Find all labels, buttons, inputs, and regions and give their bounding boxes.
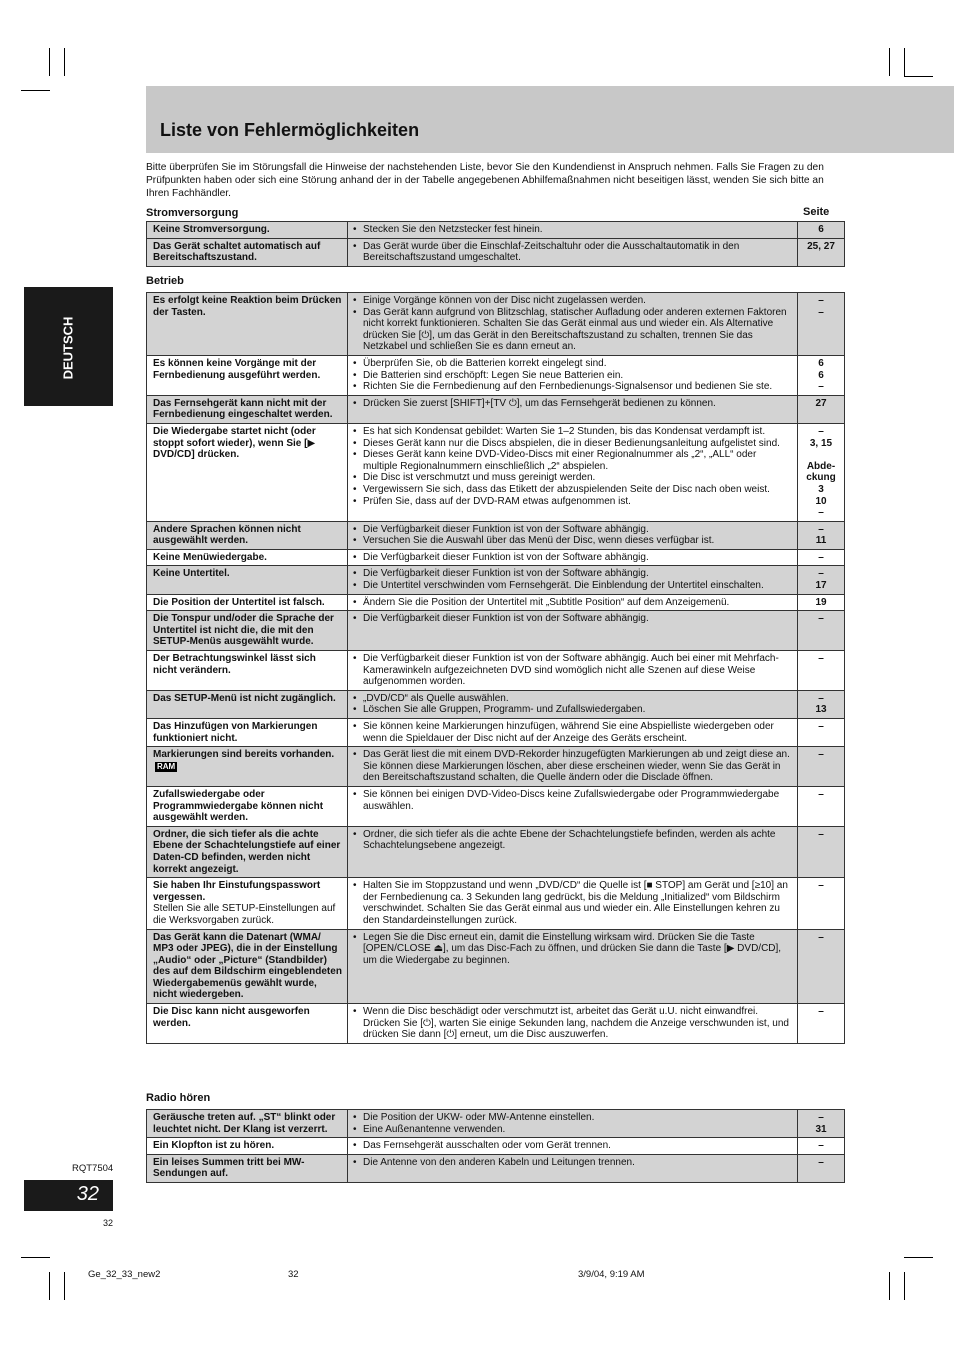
page-ref: – [818, 828, 824, 840]
crop-mark [64, 48, 65, 76]
table-row [147, 929, 845, 1004]
problem-text: Die Disc kann nicht ausgeworfen werden. [153, 1006, 310, 1029]
table-row [147, 826, 845, 877]
problem-cell [147, 549, 348, 566]
solution-item: • Richten Sie die Fernbedienung auf den Fernbedienungs-Signalsensor und bedienen Sie ste. [352, 381, 792, 393]
solution-list [352, 241, 792, 264]
crop-mark [21, 90, 50, 91]
solution-cell [348, 786, 798, 826]
footer-filename: Ge_32_33_new2 [88, 1269, 161, 1280]
crop-mark [904, 1272, 905, 1300]
page-number-small: 32 [103, 1218, 114, 1228]
problem-cell [147, 423, 348, 521]
solution-item: • Das Gerät kann aufgrund von Blitzschlag, statischer Aufladung oder anderen externen Faktoren nicht korrekt funktionieren. Schalten Sie das Gerät einmal aus und wieder ein. Als Alternative drücken Sie [⏻], um das Gerät in den Bereitschaftszustand zu schalten, trennen Sie das Netzkabel und schließen Sie es dann erneut an. [352, 307, 792, 353]
page-ref-cell [798, 395, 845, 423]
problem-text: Die Tonspur und/oder die Sprache der Untertitel ist nicht die, die mit den SETUP-Menüs ausgewählt wurde. [153, 613, 334, 648]
page-ref-cell [798, 423, 845, 521]
problem-text: Die Position der Untertitel ist falsch. [153, 596, 325, 608]
solution-item: • Die Antenne von den anderen Kabeln und Leitungen trennen. [352, 1157, 792, 1169]
page-ref: 25, 27 [807, 240, 835, 252]
problem-text: Das Hinzufügen von Markierungen funktioniert nicht. [153, 721, 318, 744]
page-ref: – [818, 749, 824, 761]
problem-cell [147, 826, 348, 877]
problem-text: Keine Stromversorgung. [153, 224, 270, 235]
table-row [147, 293, 845, 356]
crop-mark [49, 48, 50, 76]
solution-list [352, 721, 792, 744]
solution-item: • Das Gerät liest die mit einem DVD-Rekorder hinzugefügten Markierungen ab und zeigt diese an. Sie können diese Markierungen löschen, aber diese erscheinen wieder, wenn Sie das Gerät in den Bereitschaftszustand schalten, die Quelle ändern oder die Disclade öffnen. [352, 749, 792, 784]
model-number: RQT7504 [72, 1163, 114, 1174]
problem-cell [147, 690, 348, 718]
solution-item: • Einige Vorgänge können von der Disc nicht zugelassen werden. [352, 295, 792, 307]
solution-item: • Eine Außenantenne verwenden. [352, 1124, 792, 1136]
table-row [147, 611, 845, 651]
language-tab-label: DEUTSCH [60, 316, 76, 380]
solution-cell [348, 594, 798, 611]
solution-item: • Drücken Sie zuerst [SHIFT]+[TV ⏻], um das Fernsehgerät bedienen zu können. [352, 398, 792, 410]
solution-list [352, 789, 792, 812]
page-ref: – [818, 1006, 824, 1018]
solution-list [352, 552, 792, 564]
page-ref-cell [798, 293, 845, 356]
table-row [147, 1154, 845, 1182]
solution-item: • Stecken Sie den Netzstecker fest hinein. [352, 224, 792, 236]
problem-cell [147, 747, 348, 787]
problem-cell [147, 566, 348, 594]
solution-cell [348, 238, 798, 266]
page-ref: – [818, 306, 824, 318]
solution-cell [348, 566, 798, 594]
solution-item: • Das Gerät wurde über die Einschlaf-Zeitschaltuhr oder die Ausschaltautomatik in den Bereitschaftszustand umgeschaltet. [352, 241, 792, 264]
page-ref-cell [798, 355, 845, 395]
problem-cell [147, 238, 348, 266]
page-ref: – [818, 788, 824, 800]
solution-item: • Die Untertitel verschwinden vom Fernsehgerät. Die Einblendung der Untertitel einschalten. [352, 580, 792, 592]
solution-cell [348, 222, 798, 239]
table-row [147, 651, 845, 691]
solution-cell [348, 719, 798, 747]
problem-cell [147, 929, 348, 1004]
page-ref-cell [798, 594, 845, 611]
crop-mark [21, 1257, 50, 1258]
solution-item: • „DVD/CD“ als Quelle auswählen. [352, 693, 792, 705]
power-table [146, 221, 845, 267]
problem-cell [147, 521, 348, 549]
problem-text: Das SETUP-Menü ist nicht zugänglich. [153, 692, 336, 704]
solution-list [352, 1140, 792, 1152]
solution-item: • Wenn die Disc beschädigt oder verschmutzt ist, arbeitet das Gerät u.U. nicht einwandfrei. Drücken Sie [⏻], warten Sie einige Sekunden lang, nachdem die Anzeige verschwunden ist, und drücken Sie dann [⏻] erneut, um die Disc auszuwerfen. [352, 1006, 792, 1041]
solution-cell [348, 1154, 798, 1182]
table-row [147, 238, 845, 266]
section-title-operation: Betrieb [146, 275, 184, 287]
page-ref: 3, 15 [809, 437, 833, 449]
problem-text: Keine Menüwiedergabe. [153, 551, 267, 563]
page-ref: – [818, 425, 824, 437]
problem-cell [147, 878, 348, 929]
page-ref-cell [798, 521, 845, 549]
page-ref-cell [798, 929, 845, 1004]
problem-cell [147, 395, 348, 423]
page-ref: – [818, 653, 824, 665]
page-ref: – [818, 507, 824, 519]
page-ref-cell [798, 222, 845, 239]
page-ref: 6 [818, 224, 824, 235]
table-row [147, 355, 845, 395]
table-row [147, 549, 845, 566]
solution-list [352, 597, 792, 609]
solution-cell [348, 611, 798, 651]
solution-cell [348, 747, 798, 787]
table-row [147, 786, 845, 826]
problem-cell [147, 1004, 348, 1044]
problem-text: Geräusche treten auf. „ST“ blinkt oder leuchtet nicht. Der Klang ist verzerrt. [153, 1112, 336, 1135]
intro-paragraph: Bitte überprüfen Sie im Störungsfall die Hinweise der nachstehenden Liste, bevor Sie den Kundendienst in Anspruch nehmen. Falls Sie Fragen zu den Prüfpunkten haben oder sich eine Störung anhand der in der Tabelle angegebenen Abhilfemaßnahmen nicht beseitigen lässt, wenden Sie sich bitte an Ihren Fachhändler. [146, 162, 824, 199]
page-ref: Abde- [806, 460, 836, 472]
page-ref-cell [798, 566, 845, 594]
problem-cell [147, 611, 348, 651]
page-ref-cell [798, 1154, 845, 1182]
page-ref [800, 449, 842, 461]
page-ref: 27 [815, 397, 827, 409]
problem-cell [147, 1154, 348, 1182]
ram-badge: RAM [157, 761, 176, 771]
table-row [147, 594, 845, 611]
solution-list [352, 398, 792, 410]
solution-cell [348, 423, 798, 521]
page-ref: 3 [818, 483, 824, 495]
table-row [147, 566, 845, 594]
solution-item: • Das Fernsehgerät ausschalten oder vom Gerät trennen. [352, 1140, 792, 1152]
crop-mark [49, 1272, 50, 1300]
solution-item: • Dieses Gerät kann nur die Discs abspielen, die in dieser Bedienungsanleitung aufgelistet sind. [352, 438, 792, 450]
table-row [147, 747, 845, 787]
problem-cell [147, 651, 348, 691]
solution-item: • Überprüfen Sie, ob die Batterien korrekt eingelegt sind. [352, 358, 792, 370]
solution-cell [348, 293, 798, 356]
page-ref: – [818, 613, 824, 625]
solution-list [352, 613, 792, 625]
solution-item: • Die Verfügbarkeit dieser Funktion ist von der Software abhängig. [352, 552, 792, 564]
table-row [147, 222, 845, 239]
solution-cell [348, 929, 798, 1004]
page-ref-cell [798, 1138, 845, 1155]
solution-list [352, 295, 792, 353]
solution-cell [348, 395, 798, 423]
problem-cell [147, 355, 348, 395]
solution-list [352, 1006, 792, 1041]
solution-item: • Vergewissern Sie sich, dass das Etikett der abzuspielenden Seite der Disc nach oben weist. [352, 484, 792, 496]
solution-item: • Legen Sie die Disc erneut ein, damit die Einstellung wirksam wird. Drücken Sie die Taste [OPEN/CLOSE ⏏], um das Disc-Fach zu öffnen, und drücken Sie dann die Taste [▶ DVD/CD], um die Wiedergabe zu beginnen. [352, 932, 792, 967]
page-ref-cell [798, 238, 845, 266]
solution-cell [348, 878, 798, 929]
page-ref: – [818, 568, 824, 580]
solution-item: • Sie können bei einigen DVD-Video-Discs keine Zufallswiedergabe oder Programmwiedergabe auswählen. [352, 789, 792, 812]
table-row [147, 719, 845, 747]
problem-text: Zufallswiedergabe oder Programmwiedergabe können nicht ausgewählt werden. [153, 788, 324, 824]
problem-note: Stellen Sie alle SETUP-Einstellungen auf die Werksvorgaben zurück. [153, 903, 336, 926]
page-ref: ckung [806, 472, 836, 484]
solution-item: • Die Verfügbarkeit dieser Funktion ist von der Software abhängig. [352, 568, 792, 580]
crop-mark [904, 48, 905, 76]
problem-text: Keine Untertitel. [153, 568, 230, 580]
solution-list [352, 829, 792, 852]
problem-text: Ein leises Summen tritt bei MW-Sendungen auf. [153, 1156, 305, 1180]
solution-item: • Halten Sie im Stoppzustand und wenn „DVD/CD“ die Quelle ist [■ STOP] am Gerät und [≥10] an der Fernbedienung ca. 3 Sekunden lang gedrückt, bis die Meldung „Initialized“ vom Bildschirm verschwindet. Schalten Sie das Gerät einmal aus und wieder ein. Alle Einstellungen kehren zu den Standardeinstellungen zurück. [352, 880, 792, 926]
ref-column-header: Seite [803, 206, 830, 218]
solution-item: • Sie können keine Markierungen hinzufügen, während Sie eine Abspielliste wiedergeben oder wenn die Spieldauer der Disc nicht auf der Anzeige des Geräts erscheint. [352, 721, 792, 744]
solution-cell [348, 1110, 798, 1138]
page-ref-cell [798, 826, 845, 877]
solution-cell [348, 1138, 798, 1155]
solution-list [352, 568, 792, 591]
page-ref-cell [798, 878, 845, 929]
operation-table [146, 292, 845, 1044]
solution-item: • Es hat sich Kondensat gebildet: Warten Sie 1–2 Stunden, bis das Kondensat verdampft ist. [352, 426, 792, 438]
table-row [147, 423, 845, 521]
solution-list [352, 1112, 792, 1135]
solution-item: • Die Position der UKW- oder MW-Antenne einstellen. [352, 1112, 792, 1124]
page-ref: – [818, 523, 824, 535]
problem-cell [147, 786, 348, 826]
crop-mark [904, 76, 933, 77]
page-ref-cell [798, 747, 845, 787]
problem-text: Andere Sprachen können nicht ausgewählt werden. [153, 523, 301, 547]
page-ref: – [818, 381, 824, 393]
problem-cell [147, 719, 348, 747]
problem-cell [147, 1138, 348, 1155]
solution-cell [348, 1004, 798, 1044]
solution-list [352, 749, 792, 784]
solution-list [352, 524, 792, 547]
problem-text: Es erfolgt keine Reaktion beim Drücken der Tasten. [153, 295, 342, 318]
solution-cell [348, 355, 798, 395]
solution-item: • Ordner, die sich tiefer als die achte Ebene der Schachtelungstiefe befinden, werden als achte Schachtelungsebene angezeigt. [352, 829, 792, 852]
page-title: Liste von Fehlermöglichkeiten [160, 120, 420, 140]
table-row [147, 1004, 845, 1044]
table-row [147, 1110, 845, 1138]
page-ref-cell [798, 1004, 845, 1044]
radio-table [146, 1109, 845, 1183]
page-ref: – [818, 721, 824, 732]
page-ref: 13 [815, 704, 827, 716]
page-ref-cell [798, 549, 845, 566]
page-ref: – [818, 692, 824, 704]
footer-page: 32 [288, 1269, 299, 1280]
page-ref-cell [798, 719, 845, 747]
page-ref-cell [798, 786, 845, 826]
page-ref: 17 [815, 580, 827, 592]
section-title-power: Stromversorgung [146, 207, 239, 219]
problem-text: Das Gerät schaltet automatisch auf Bereitschaftszustand. [153, 240, 321, 264]
footer-date: 3/9/04, 9:19 AM [578, 1269, 645, 1280]
page-ref: 31 [815, 1123, 827, 1135]
page-ref: 6 [818, 369, 824, 381]
solution-item: • Die Verfügbarkeit dieser Funktion ist von der Software abhängig. Auch bei einer mit Mehrfach-Kamerawinkeln aufgezeichneten DVD sind womöglich nicht alle Szenen auf diese Weise aufgenommen worden. [352, 653, 792, 688]
solution-item: • Die Disc ist verschmutzt und muss gereinigt werden. [352, 472, 792, 484]
solution-item: • Die Verfügbarkeit dieser Funktion ist von der Software abhängig. [352, 613, 792, 625]
problem-text: Sie haben Ihr Einstufungspasswort vergessen. [153, 880, 321, 903]
solution-item: • Prüfen Sie, dass auf der DVD-RAM etwas aufgenommen ist. [352, 496, 792, 508]
page-ref: – [818, 1112, 824, 1123]
page-ref: – [818, 880, 824, 892]
crop-mark [904, 1257, 933, 1258]
solution-item: • Die Batterien sind erschöpft: Legen Sie neue Batterien ein. [352, 370, 792, 382]
solution-list [352, 426, 792, 507]
crop-mark [64, 1272, 65, 1300]
solution-item: • Löschen Sie alle Gruppen, Programm- und Zufallswiedergaben. [352, 704, 792, 716]
page-ref: – [818, 931, 824, 943]
page-number: 32 [76, 1183, 99, 1205]
solution-cell [348, 549, 798, 566]
table-row [147, 521, 845, 549]
page-ref-cell [798, 651, 845, 691]
page-ref: 11 [815, 535, 827, 547]
section-title-radio: Radio hören [146, 1092, 211, 1104]
table-row [147, 1138, 845, 1155]
solution-list [352, 693, 792, 716]
page-ref: – [818, 295, 824, 306]
page-ref: 10 [815, 495, 827, 507]
solution-list [352, 880, 792, 926]
table-row [147, 395, 845, 423]
solution-item: • Dieses Gerät kann keine DVD-Video-Discs mit einer Regionalnummer als „2“, „ALL“ oder multiple Regionalnummern einschließlich „2“ abspielen. [352, 449, 792, 472]
table-row [147, 690, 845, 718]
solution-list [352, 1157, 792, 1169]
page-ref: – [818, 551, 824, 563]
solution-item: • Versuchen Sie die Auswahl über das Menü der Disc, wenn dieses verfügbar ist. [352, 535, 792, 547]
page-ref-cell [798, 611, 845, 651]
problem-text: Markierungen sind bereits vorhanden. [153, 749, 335, 761]
solution-cell [348, 826, 798, 877]
problem-text: Das Gerät kann die Datenart (WMA/ MP3 oder JPEG), die in der Einstellung „Audio“ oder „Picture“ (Standbilder) des auf dem Bildschirm eingeblendeten Wiedergabemenüs gewählt wurde, nicht wiedergeben. [153, 931, 342, 1001]
problem-text: Ordner, die sich tiefer als die achte Ebene der Schachtelungstiefe auf einer Daten-CD befinden, werden nicht korrekt angezeigt. [153, 828, 341, 875]
solution-cell [348, 690, 798, 718]
problem-cell [147, 222, 348, 239]
table-row [147, 878, 845, 929]
page-ref-cell [798, 1110, 845, 1138]
solution-list [352, 224, 792, 236]
solution-item: • Die Verfügbarkeit dieser Funktion ist von der Software abhängig. [352, 524, 792, 536]
page-ref: – [818, 1140, 824, 1152]
page-ref: 6 [818, 357, 824, 369]
problem-cell [147, 1110, 348, 1138]
solution-list [352, 653, 792, 688]
crop-mark [889, 48, 890, 76]
page-ref-cell [798, 690, 845, 718]
solution-item: • Ändern Sie die Position der Untertitel mit „Subtitle Position“ auf dem Anzeigemenü. [352, 597, 792, 609]
solution-list [352, 932, 792, 967]
problem-text: Ein Klopfton ist zu hören. [153, 1140, 275, 1152]
page-ref: 19 [815, 596, 827, 608]
solution-list [352, 358, 792, 393]
page-number-box [24, 1180, 113, 1211]
problem-cell [147, 293, 348, 356]
problem-text: Es können keine Vorgänge mit der Fernbedienung ausgeführt werden. [153, 357, 321, 381]
problem-text: Das Fernsehgerät kann nicht mit der Fernbedienung eingeschaltet werden. [153, 397, 333, 421]
solution-cell [348, 651, 798, 691]
problem-text: Die Wiedergabe startet nicht (oder stoppt sofort wieder), wenn Sie [▶ DVD/CD] drücken. [153, 425, 316, 461]
problem-text: Der Betrachtungswinkel lässt sich nicht verändern. [153, 653, 316, 676]
page-ref: – [818, 1156, 824, 1168]
problem-cell [147, 594, 348, 611]
solution-cell [348, 521, 798, 549]
crop-mark [889, 1272, 890, 1300]
